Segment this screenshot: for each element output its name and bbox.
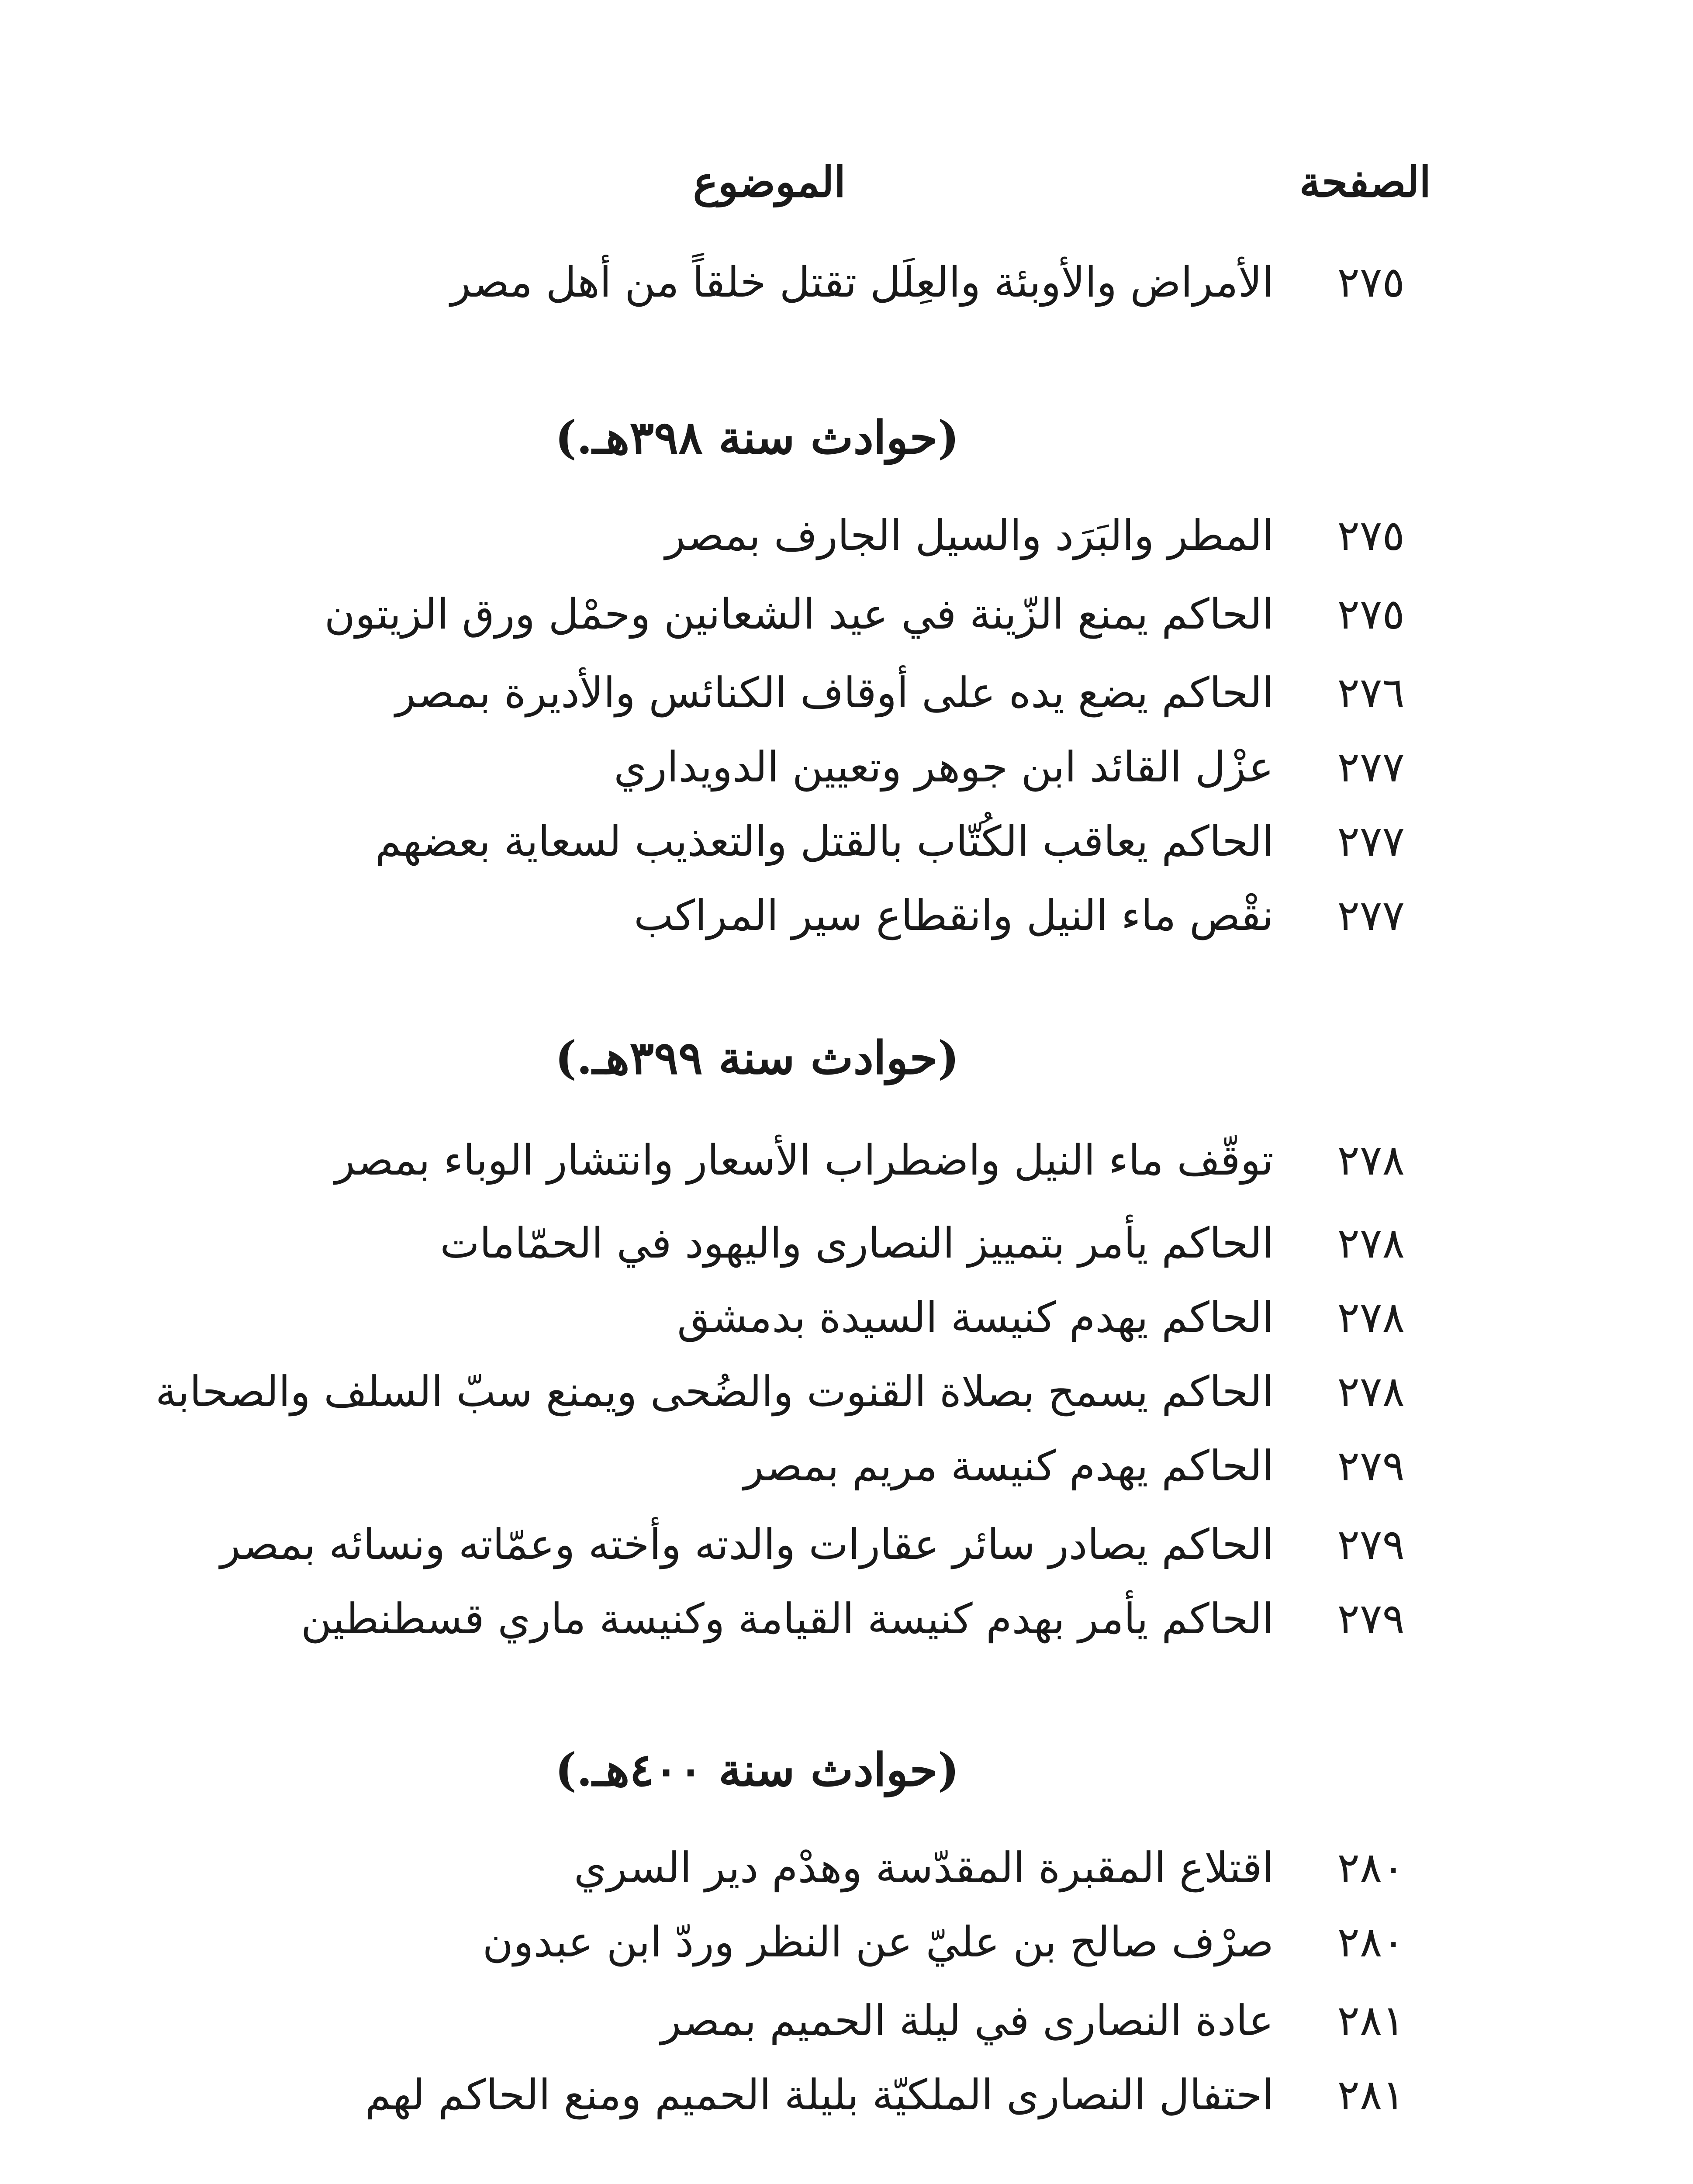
- entry-page-number: ٢٧٧: [1337, 743, 1405, 791]
- entry-page-number: ٢٨١: [1337, 1996, 1405, 2045]
- entry-topic: الحاكم يسمح بصلاة القنوت والضُحى ويمنع سبّ السلف والصحابة: [155, 1367, 1274, 1416]
- index-entry: [450, 258, 1405, 323]
- entry-topic: احتفال النصارى الملكيّة بليلة الحميم ومنع الحاكم لهم: [365, 2070, 1274, 2119]
- entry-page-number: ٢٧٨: [1337, 1136, 1405, 1185]
- entry-page-number: ٢٧٧: [1337, 891, 1405, 940]
- index-entry: [665, 511, 1405, 577]
- entry-topic: الحاكم يضع يده على أوقاف الكنائس والأديرة بمصر: [395, 668, 1274, 717]
- index-entry: [614, 743, 1405, 808]
- entry-topic: الحاكم يأمر بتمييز النصارى واليهود في الحمّامات: [440, 1219, 1274, 1268]
- entry-page-number: ٢٨٠: [1337, 1918, 1405, 1966]
- index-entry: [365, 2070, 1405, 2136]
- index-entry: [395, 668, 1405, 734]
- entry-page-number: ٢٧٩: [1337, 1441, 1405, 1490]
- entry-page-number: ٢٧٩: [1337, 1594, 1405, 1643]
- column-header-topic: الموضوع: [693, 157, 846, 207]
- entry-page-number: ٢٧٩: [1337, 1520, 1405, 1569]
- index-entry: [634, 891, 1405, 957]
- entry-topic: الحاكم يمنع الزّينة في عيد الشعانين وحمْل ورق الزيتون: [324, 590, 1274, 639]
- entry-topic: عزْل القائد ابن جوهر وتعيين الدويداري: [614, 743, 1274, 791]
- index-entry: [574, 1843, 1405, 1909]
- entry-page-number: ٢٧٨: [1337, 1219, 1405, 1268]
- entry-topic: اقتلاع المقبرة المقدّسة وهدْم دير السري: [574, 1843, 1274, 1892]
- index-entry: [661, 1996, 1405, 2062]
- entry-topic: عادة النصارى في ليلة الحميم بمصر: [660, 1996, 1274, 2045]
- entry-topic: الأمراض والأوبئة والعِلَل تقتل خلقاً من أهل مصر: [450, 258, 1274, 307]
- entry-page-number: ٢٧٥: [1337, 590, 1405, 639]
- index-entry: [743, 1441, 1405, 1507]
- entry-page-number: ٢٨٠: [1337, 1843, 1405, 1892]
- index-entry: [325, 590, 1405, 655]
- entry-page-number: ٢٧٨: [1337, 1293, 1405, 1342]
- index-entry: [375, 817, 1405, 882]
- index-entry: [440, 1219, 1405, 1284]
- index-entry: [220, 1520, 1405, 1586]
- entry-topic: الحاكم يهدم كنيسة السيدة بدمشق: [677, 1293, 1274, 1342]
- section-heading: (حوادث سنة ٣٩٩هـ.): [555, 1031, 959, 1085]
- index-entry: [335, 1136, 1405, 1201]
- entry-page-number: ٢٧٥: [1337, 258, 1405, 307]
- index-entry: [155, 1367, 1405, 1433]
- index-entry: [677, 1293, 1405, 1358]
- entry-page-number: ٢٧٦: [1337, 668, 1405, 717]
- entry-page-number: ٢٧٥: [1337, 511, 1405, 560]
- column-header-page: الصفحة: [1299, 157, 1431, 207]
- index-entry: [301, 1594, 1405, 1660]
- entry-page-number: ٢٨١: [1337, 2070, 1405, 2119]
- entry-topic: المطر والبَرَد والسيل الجارف بمصر: [665, 511, 1274, 560]
- section-heading: (حوادث سنة ٤٠٠هـ.): [555, 1743, 959, 1797]
- entry-page-number: ٢٧٨: [1337, 1367, 1405, 1416]
- entry-topic: الحاكم يأمر بهدم كنيسة القيامة وكنيسة ماري قسطنطين: [301, 1594, 1274, 1643]
- entry-topic: توقّف ماء النيل واضطراب الأسعار وانتشار الوباء بمصر: [335, 1136, 1274, 1185]
- entry-topic: صرْف صالح بن عليّ عن النظر وردّ ابن عبدون: [482, 1918, 1274, 1966]
- entry-topic: نقْص ماء النيل وانقطاع سير المراكب: [634, 891, 1274, 940]
- entry-topic: الحاكم يعاقب الكُتّاب بالقتل والتعذيب لسعاية بعضهم: [375, 817, 1274, 866]
- section-heading: (حوادث سنة ٣٩٨هـ.): [555, 411, 959, 464]
- entry-topic: الحاكم يهدم كنيسة مريم بمصر: [743, 1441, 1274, 1490]
- index-entry: [483, 1918, 1405, 1983]
- entry-topic: الحاكم يصادر سائر عقارات والدته وأخته وعمّاته ونسائه بمصر: [220, 1520, 1274, 1569]
- entry-page-number: ٢٧٧: [1337, 817, 1405, 866]
